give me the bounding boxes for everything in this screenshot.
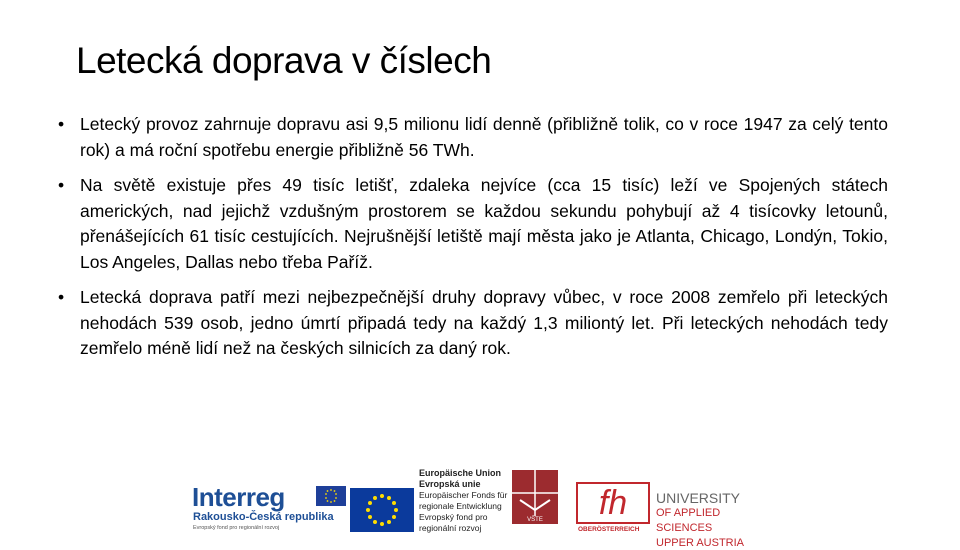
interreg-tagline: Evropský fond pro regionální rozvoj: [193, 525, 280, 531]
bullet-text: Na světě existuje přes 49 tisíc letišť, zdaleka nejvíce (cca 15 tisíc) leží ve Spojených státech amerických, nad jejichž vzdušným prostorem se každou sekundu pohybují až 4 tisícovky letounů, přenášejících 61 tisíc cestujících. Nejrušnější letiště mají města jako je Atlanta, Chicago, Londýn, Tokio, Los Angeles, Dallas nebo třeba Paříž.: [80, 175, 888, 272]
fh-university-text: [656, 492, 750, 550]
interreg-logo: Interreg: [192, 482, 285, 512]
fh-logo-icon: [576, 482, 650, 530]
bullet-dot: •: [58, 287, 65, 307]
eu-flag-icon: [350, 488, 414, 532]
eu-text: [419, 468, 509, 534]
slide-title: Letecká doprava v číslech: [76, 40, 492, 81]
bullet-list: [58, 112, 888, 372]
partner-logos: [190, 462, 750, 549]
eu-line3: Europäischer Fonds für regionale Entwicklung: [419, 490, 508, 511]
svg-text:fh: fh: [598, 484, 628, 522]
eu-line2: Evropská unie: [419, 479, 481, 489]
fh-uni-line3: UPPER AUSTRIA: [656, 537, 745, 549]
bullet-text: Letecká doprava patří mezi nejbezpečnější druhy dopravy vůbec, v roce 2008 zemřelo při leteckých nehodách 539 osob, jedno úmrtí připadá tedy na každý 1,3 miliontý let. Při leteckých nehodách tedy zemřelo méně lidí než na českých silnicích za daný rok.: [80, 287, 888, 358]
bullet-dot: •: [58, 114, 65, 134]
eu-line4: Evropský fond pro regionální rozvoj: [419, 512, 488, 533]
vste-label: VŠTE: [512, 516, 558, 524]
bullet-text: Letecký provoz zahrnuje dopravu asi 9,5 milionu lidí denně (přibližně tolik, co v roce 1947 za celý tento rok) a má roční spotřebu energie přibližně 56 TWh.: [80, 114, 888, 160]
bullet-dot: •: [58, 175, 65, 195]
bullet-item: [58, 173, 888, 275]
eu-line1: Europäische Union: [419, 468, 502, 478]
fh-subtitle: OBERÖSTERREICH: [578, 526, 640, 533]
vste-logo-icon: [512, 470, 558, 516]
fh-uni-line1: UNIVERSITY: [656, 490, 741, 506]
bullet-item: [58, 112, 888, 163]
eu-flag-small-icon: [316, 486, 346, 506]
interreg-subtitle: Rakousko-Česká republika: [193, 511, 334, 523]
bullet-item: [58, 285, 888, 362]
fh-uni-line2: OF APPLIED SCIENCES: [656, 507, 721, 534]
